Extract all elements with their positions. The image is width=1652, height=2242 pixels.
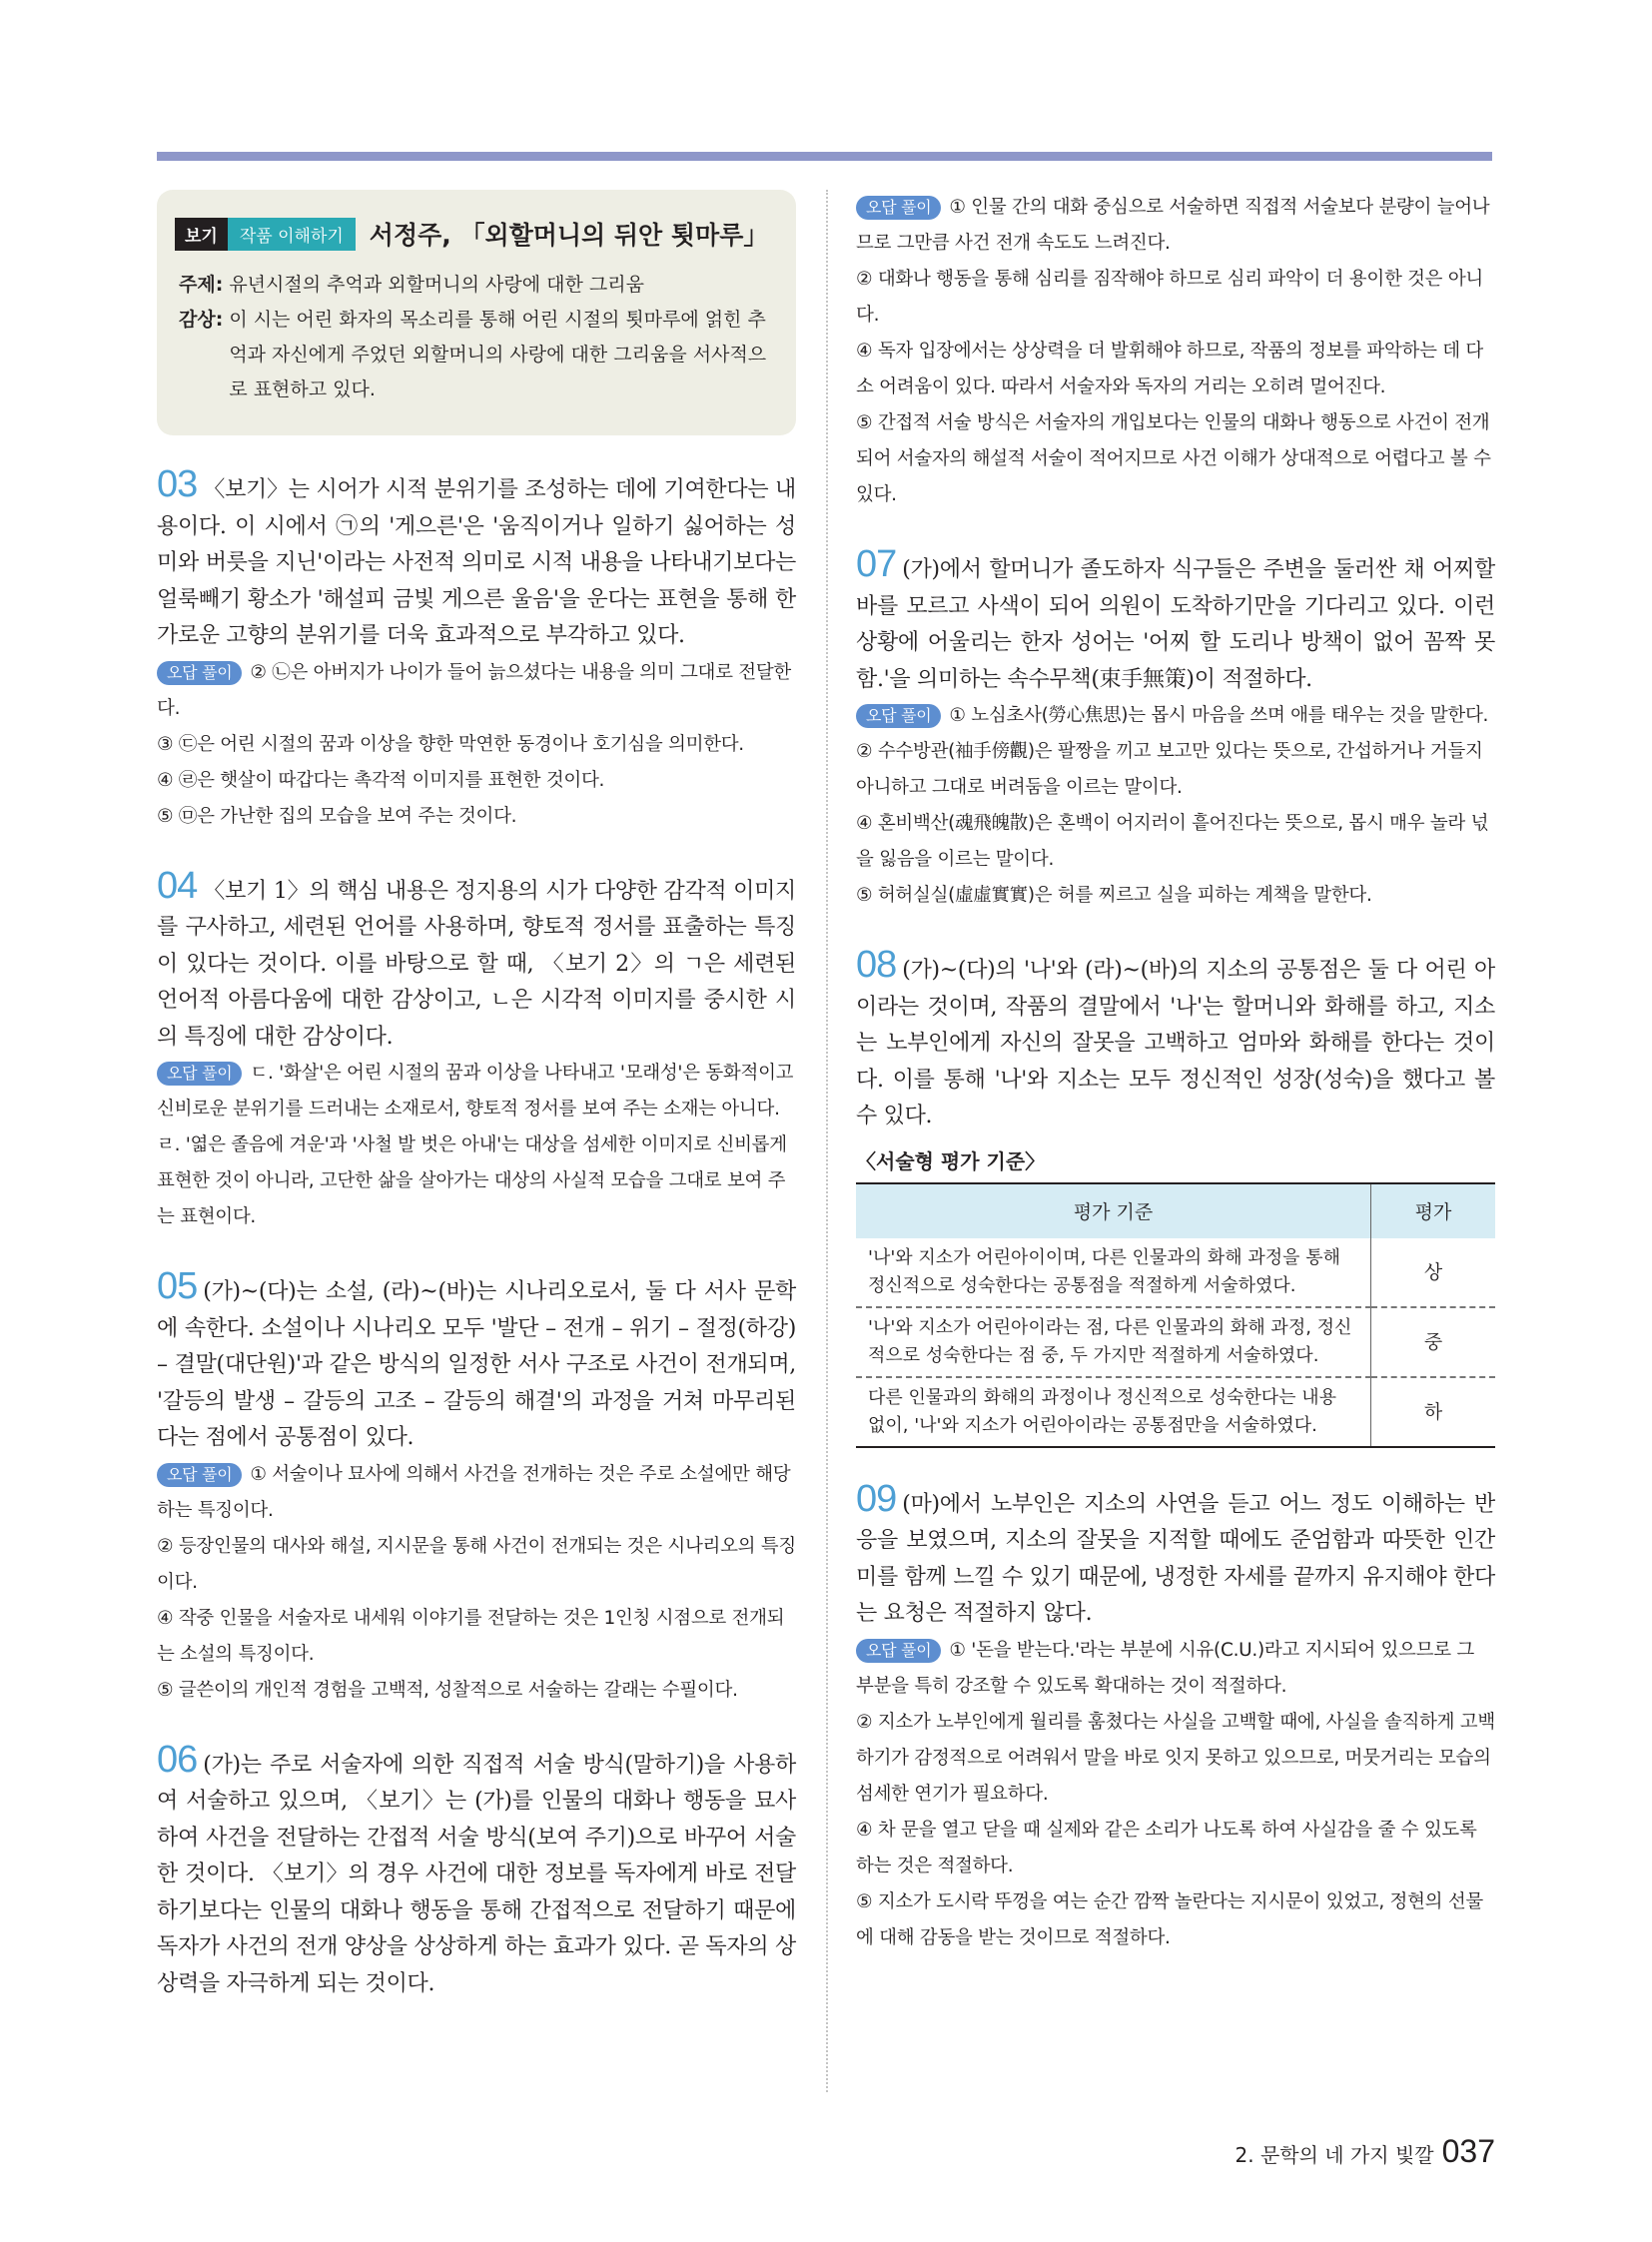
bogi-title: 서정주, 「외할머니의 뒤안 툇마루」 <box>369 221 769 250</box>
question-09 <box>856 1477 1495 1956</box>
question-06 <box>157 1738 796 2003</box>
table-row <box>856 1238 1495 1307</box>
criteria-cell: '나'와 지소가 어린아이라는 점, 다른 인물과의 화해 과정, 정신적으로 성숙한다는 점 중, 두 가지만 적절하게 서술하였다. <box>856 1307 1371 1377</box>
question-04 <box>157 864 796 1236</box>
question-explanation: 〈보기〉는 시어가 시적 분위기를 조성하는 데에 기여한다는 내용이다. 이 시에서 ㉠의 '게으른'은 '움직이거나 일하기 싫어하는 성미와 버릇을 지닌'이라는 사전적 의미로 시적 내용을 나타내기보다는 얼룩빼기 황소가 '해설피 금빛 게으른 울음'을 운다는 표현을 통해 한가로운 고향의 분위기를 더욱 효과적으로 부각하고 있다. <box>157 477 796 648</box>
question-03 <box>157 463 796 835</box>
odap-line: ① 서술이나 묘사에 의해서 사건을 전개하는 것은 주로 소설에만 해당하는 특징이다. <box>157 1463 791 1521</box>
question-08 <box>856 944 1495 1448</box>
bogi-box <box>157 190 796 435</box>
left-column <box>157 190 796 2038</box>
odap-label: 오답 풀이 <box>157 1062 242 1086</box>
odap-line: ② 대화나 행동을 통해 심리를 짐작해야 하므로 심리 파악이 더 용이한 것은 아니다. <box>856 269 1483 326</box>
bogi-tag: 보기 <box>175 218 228 251</box>
criteria-cell: '나'와 지소가 어린아이이며, 다른 인물과의 화해 과정을 통해 정신적으로 성숙한다는 공통점을 적절하게 서술하였다. <box>856 1238 1371 1307</box>
odap-line: ④ 혼비백산(魂飛魄散)은 혼백이 어지러이 흩어진다는 뜻으로, 몹시 매우 놀라 넋을 잃음을 이르는 말이다. <box>856 813 1489 870</box>
criteria-cell: 다른 인물과의 화해의 과정이나 정신적으로 성숙한다는 내용 없이, '나'와 지소가 어린아이라는 공통점만을 서술하였다. <box>856 1377 1371 1447</box>
criteria-header-row <box>856 1183 1495 1238</box>
odap-line: ④ 독자 입장에서는 상상력을 더 발휘해야 하므로, 작품의 정보를 파악하는 데 다소 어려움이 있다. 따라서 서술자와 독자의 거리는 오히려 멀어진다. <box>856 341 1483 397</box>
odap-line: ② 등장인물의 대사와 해설, 지시문을 통해 사건이 전개되는 것은 시나리오의 특징이다. <box>157 1535 796 1593</box>
odap-line: ⑤ 글쓴이의 개인적 경험을 고백적, 성찰적으로 서술하는 갈래는 수필이다. <box>157 1679 738 1701</box>
chapter-title: 2. 문학의 네 가지 빛깔 <box>1235 2143 1434 2167</box>
grade-header: 평가 <box>1371 1183 1496 1238</box>
grade-cell: 상 <box>1371 1238 1496 1307</box>
odap-line: ④ 작중 인물을 서술자로 내세워 이야기를 전달하는 것은 1인칭 시점으로 전개되는 소설의 특징이다. <box>157 1607 785 1665</box>
question-number: 05 <box>157 1265 198 1307</box>
odap-line: ④ 차 문을 열고 닫을 때 실제와 같은 소리가 나도록 하여 사실감을 줄 수 있도록 하는 것은 적절하다. <box>856 1819 1477 1876</box>
odap-line: ④ ㉣은 햇살이 따갑다는 촉각적 이미지를 표현한 것이다. <box>157 769 605 791</box>
question-number: 04 <box>157 864 198 907</box>
wrong-answer-notes <box>856 1633 1495 1956</box>
question-number: 07 <box>856 543 897 585</box>
wrong-answer-notes <box>157 1457 796 1709</box>
wrong-answer-notes <box>157 1056 796 1235</box>
odap-line: ⑤ 허허실실(虛虛實實)은 허를 찌르고 실을 피하는 계책을 말한다. <box>856 885 1372 906</box>
wrong-answer-notes <box>856 698 1495 914</box>
odap-line: ⑤ ㉤은 가난한 집의 모습을 보여 주는 것이다. <box>157 805 517 827</box>
criteria-title: 〈서술형 평가 기준〉 <box>856 1148 1046 1173</box>
odap-line: ② 수수방관(袖手傍觀)은 팔짱을 끼고 보고만 있다는 뜻으로, 간섭하거나 거들지 아니하고 그대로 버려둠을 이르는 말이다. <box>856 741 1483 798</box>
right-column <box>856 190 1495 1992</box>
question-explanation: (가)에서 할머니가 졸도하자 식구들은 주변을 둘러싼 채 어찌할 바를 모르고 사색이 되어 의원이 도착하기만을 기다리고 있다. 이런 상황에 어울리는 한자 성어는 '어찌 할 도리나 방책이 없어 꼼짝 못함.'을 의미하는 속수무책(束手無策)이 적절하다. <box>856 557 1495 692</box>
column-divider <box>826 190 828 2092</box>
apprec-label: 감상: <box>179 309 224 331</box>
question-number: 03 <box>157 463 198 505</box>
question-number: 08 <box>856 944 897 986</box>
table-row <box>856 1307 1495 1377</box>
odap-line: ㄹ. '엷은 졸음에 겨운'과 '사철 발 벗은 아내'는 대상을 섬세한 이미지로 신비롭게 표현한 것이 아니라, 고단한 삶을 살아가는 대상의 사실적 모습을 그대로 보여 주는 표현이다. <box>157 1134 787 1227</box>
odap-label: 오답 풀이 <box>856 704 941 728</box>
criteria-table <box>856 1182 1495 1448</box>
question-number: 06 <box>157 1738 198 1781</box>
odap-line: ⑤ 지소가 도시락 뚜껑을 여는 순간 깜짝 놀란다는 지시문이 있었고, 정현의 선물에 대해 감동을 받는 것이므로 적절하다. <box>856 1890 1483 1948</box>
odap-line: ① 인물 간의 대화 중심으로 서술하면 직접적 서술보다 분량이 늘어나므로 그만큼 사건 전개 속도도 느려진다. <box>856 197 1490 254</box>
question-explanation: (가)~(다)의 '나'와 (라)~(바)의 지소의 공통점은 둘 다 어린 아이라는 것이며, 작품의 결말에서 '나'는 할머니와 화해를 하고, 지소는 노부인에게 자신의 잘못을 고백하고 엄마와 화해를 한다는 것이다. 이를 통해 '나'와 지소는 모두 정신적인 성장(성숙)을 했다고 볼 수 있다. <box>856 958 1495 1128</box>
odap-line: ① 노심초사(勞心焦思)는 몹시 마음을 쓰며 애를 태우는 것을 말한다. <box>949 705 1489 726</box>
question-06-notes <box>856 190 1495 513</box>
question-explanation: (마)에서 노부인은 지소의 사연을 듣고 어느 정도 이해하는 반응을 보였으며, 지소의 잘못을 지적할 때에도 준엄함과 따뜻한 인간미를 함께 느낄 수 있기 때문에, 냉정한 자세를 끝까지 유지해야 한다는 요청은 적절하지 않다. <box>856 1491 1495 1626</box>
odap-line: ① '돈을 받는다.'라는 부분에 시유(C.U.)라고 지시되어 있으므로 그 부분을 특히 강조할 수 있도록 확대하는 것이 적절하다. <box>856 1639 1474 1697</box>
odap-line: ② 지소가 노부인에게 월리를 훔쳤다는 사실을 고백할 때에, 사실을 솔직하게 고백하기가 감정적으로 어려워서 말을 바로 잇지 못하고 있으므로, 머뭇거리는 모습의 섬세한 연기가 필요하다. <box>856 1711 1495 1805</box>
odap-line: ③ ㉢은 어린 시절의 꿈과 이상을 향한 막연한 동경이나 호기심을 의미한다. <box>157 733 744 755</box>
odap-line: ② ㉡은 아버지가 나이가 들어 늙으셨다는 내용을 의미 그대로 전달한다. <box>157 661 791 719</box>
question-07 <box>856 543 1495 914</box>
page-footer <box>1236 2133 1495 2170</box>
apprec-text: 이 시는 어린 화자의 목소리를 통해 어린 시절의 툇마루에 얽힌 추억과 자신에게 주었던 외할머니의 사랑에 대한 그리움을 서사적으로 표현하고 있다. <box>229 309 767 400</box>
odap-label: 오답 풀이 <box>856 1639 941 1663</box>
odap-line: ㄷ. '화살'은 어린 시절의 꿈과 이상을 나타내고 '모래성'은 동화적이고 신비로운 분위기를 드러내는 소재로서, 향토적 정서를 보여 주는 소재는 아니다. <box>157 1063 794 1120</box>
criteria-header: 평가 기준 <box>856 1183 1371 1238</box>
bogi-subtag: 작품 이해하기 <box>228 218 356 251</box>
theme-text: 유년시절의 추억과 외할머니의 사랑에 대한 그리움 <box>229 274 644 296</box>
odap-line: ⑤ 간접적 서술 방식은 서술자의 개입보다는 인물의 대화나 행동으로 사건이 전개되어 서술자의 해설적 서술이 적어지므로 사건 이해가 상대적으로 어렵다고 볼 수 있다. <box>856 412 1491 505</box>
odap-label: 오답 풀이 <box>157 661 242 685</box>
wrong-answer-notes <box>856 190 1495 513</box>
question-explanation: 〈보기 1〉의 핵심 내용은 정지용의 시가 다양한 감각적 이미지를 구사하고, 세련된 언어를 사용하며, 향토적 정서를 표출하는 특징이 있다는 것이다. 이를 바탕으로 할 때, 〈보기 2〉의 ㄱ은 세련된 언어적 아름다움에 대한 감상이고, ㄴ은 시각적 이미지를 중시한 시의 특징에 대한 감상이다. <box>157 878 796 1050</box>
bogi-theme-row <box>175 268 778 303</box>
grade-cell: 하 <box>1371 1377 1496 1447</box>
theme-label: 주제: <box>179 274 224 296</box>
bogi-apprec-row <box>175 303 778 407</box>
question-explanation: (가)~(다)는 소설, (라)~(바)는 시나리오로서, 둘 다 서사 문학에 속한다. 소설이나 시나리오 모두 '발단 – 전개 – 위기 – 절정(하강) – 결말(대단원)'과 같은 방식의 일정한 서사 구조로 사건이 전개되며, '갈등의 발생 – 갈등의 고조 – 갈등의 해결'의 과정을 거쳐 마무리된다는 점에서 공통점이 있다. <box>157 1279 796 1450</box>
wrong-answer-notes <box>157 655 796 835</box>
bogi-header <box>175 216 778 252</box>
grade-cell: 중 <box>1371 1307 1496 1377</box>
question-number: 09 <box>856 1477 897 1520</box>
odap-label: 오답 풀이 <box>157 1463 242 1487</box>
question-explanation: (가)는 주로 서술자에 의한 직접적 서술 방식(말하기)을 사용하여 서술하고 있으며, 〈보기〉는 (가)를 인물의 대화나 행동을 묘사하여 사건을 전달하는 간접적 서술 방식(보여 주기)으로 바꾸어 서술한 것이다. 〈보기〉의 경우 사건에 대한 정보를 독자에게 바로 전달하기보다는 인물의 대화나 행동을 통해 간접적으로 전달하기 때문에 독자가 사건의 전개 양상을 상상하게 하는 효과가 있다. 곧 독자의 상상력을 자극하게 되는 것이다. <box>157 1752 796 1996</box>
table-row <box>856 1377 1495 1447</box>
odap-label: 오답 풀이 <box>856 196 941 220</box>
question-05 <box>157 1265 796 1709</box>
page-number: 037 <box>1441 2133 1495 2169</box>
top-accent-bar <box>157 152 1492 161</box>
